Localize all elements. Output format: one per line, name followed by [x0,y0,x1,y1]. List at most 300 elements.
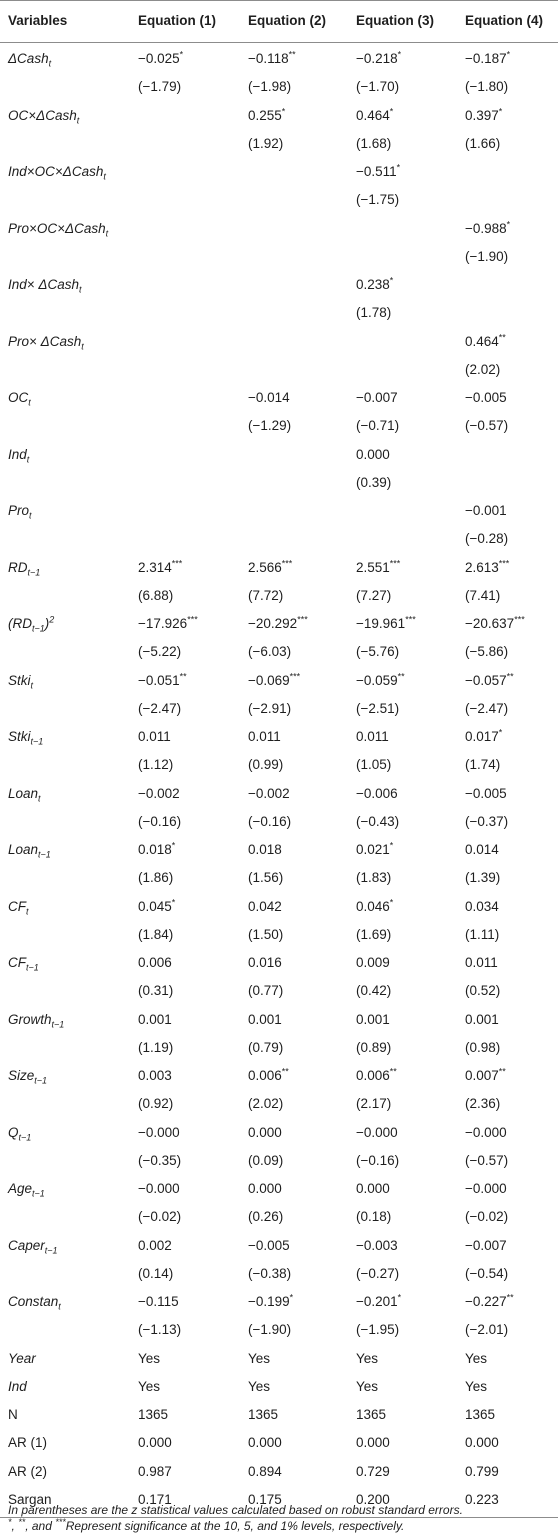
row-label-text: Ind [8,1378,27,1394]
row-label [8,554,40,582]
cell-equation-2 [248,1006,282,1034]
cell-value: −0.051 [138,672,180,688]
cell-value: (1.69) [356,926,392,942]
row-label [8,158,106,186]
note-line-1: In parentheses are the z statistical values calculated based on robust standard errors. [8,1503,463,1517]
row-label-subscript: t−1 [32,623,45,634]
table-row-stat [0,695,558,723]
cell-value: 0.000 [356,1181,390,1196]
cell-equation-4 [465,667,514,695]
table-row-stat [0,808,558,836]
cell-equation-3 [356,469,391,497]
cell-value: (0.26) [248,1209,284,1225]
row-label [8,949,39,977]
cell-equation-4 [465,243,508,271]
significance-stars: * [396,162,401,173]
cell-value: 0.001 [356,1011,390,1027]
table-row [0,158,558,186]
cell-equation-4 [465,780,507,808]
significance-stars: * [179,49,184,60]
cell-value: (−6.03) [248,644,292,660]
cell-equation-4 [465,1203,508,1231]
cell-value: 0.006 [248,1068,282,1083]
cell-value: 0.011 [465,955,498,970]
cell-value: (−0.43) [356,813,400,829]
cell-value: 1365 [465,1407,496,1422]
cell-equation-3 [356,1232,398,1260]
row-label-subscript: t [76,115,80,126]
cell-value: (−0.38) [248,1265,292,1281]
cell-equation-4 [465,1175,507,1203]
cell-equation-4 [465,215,510,243]
cell-equation-1 [138,1175,180,1203]
cell-value: Yes [248,1378,271,1394]
cell-value: 1365 [248,1407,279,1422]
cell-equation-1 [138,751,173,779]
row-label [8,836,51,864]
cell-value: 0.238 [356,277,390,292]
row-label-text: AR (1) [8,1435,48,1451]
table-row-stat [0,977,558,1005]
header-equation-4: Equation (4) [465,13,543,28]
table-row-stat [0,864,558,892]
cell-equation-3 [356,73,399,101]
cell-value: (−1.90) [465,248,509,264]
row-label [8,667,33,695]
cell-value: 2.613 [465,559,499,575]
cell-equation-1 [138,1345,160,1373]
cell-equation-1 [138,949,172,977]
cell-equation-2 [248,1429,282,1457]
cell-value: 0.042 [248,898,282,914]
cell-value: −0.057 [465,672,507,688]
table-notes [8,1502,553,1534]
cell-equation-1 [138,893,175,921]
cell-equation-2 [248,1119,282,1147]
cell-value: 1365 [356,1407,387,1422]
cell-value: −0.201 [356,1294,398,1309]
row-label [8,1429,47,1457]
cell-equation-4 [465,808,508,836]
cell-equation-4 [465,751,500,779]
cell-equation-4 [465,525,508,553]
cell-value: 0.175 [248,1491,282,1507]
cell-equation-1 [138,667,187,695]
table-row-stat [0,1034,558,1062]
cell-equation-3 [356,1175,390,1203]
significance-stars: * [397,1292,402,1303]
significance-stars: * [289,1292,294,1303]
cell-value: (−0.02) [465,1209,509,1225]
table-row-stat [0,525,558,553]
cell-equation-1 [138,1090,173,1118]
significance-stars: ** [389,1066,397,1077]
cell-value: (1.50) [248,926,284,942]
cell-equation-4 [465,723,502,751]
cell-value: (1.66) [465,135,501,151]
cell-value: (1.78) [356,305,392,321]
cell-equation-1 [138,780,180,808]
significance-stars: ** [498,1066,506,1077]
cell-equation-3 [356,1260,399,1288]
row-label-text: AR (2) [8,1463,48,1479]
cell-value: −0.227 [465,1294,507,1309]
cell-equation-3 [356,1288,401,1316]
cell-equation-2 [248,780,290,808]
row-label [8,780,41,808]
cell-value: (7.72) [248,587,284,603]
row-label-subscript: t [28,397,31,408]
cell-equation-1 [138,977,173,1005]
cell-value: (−5.86) [465,644,509,660]
cell-value: 0.799 [465,1463,499,1479]
significance-stars: * [171,897,176,907]
table-row [0,215,558,243]
table-row-stat [0,1090,558,1118]
cell-value: −0.002 [138,785,180,801]
row-label-subscript: t [26,906,29,917]
cell-equation-2 [248,808,291,836]
cell-equation-4 [465,977,500,1005]
cell-value: (1.56) [248,870,284,886]
cell-equation-3 [356,186,399,214]
row-label-subscript: t [29,510,32,521]
cell-value: −0.115 [138,1294,179,1309]
cell-value: (−2.01) [465,1322,509,1338]
row-label-subscript: t−1 [30,736,44,747]
note-star-1: * [8,1517,12,1527]
cell-value: 0.034 [465,898,499,914]
row-label-subscript: t [30,680,34,691]
table-row [0,497,558,525]
cell-value: (2.02) [465,361,501,377]
cell-value: −20.292 [248,616,298,631]
cell-value: 0.464 [356,107,390,123]
cell-value: 0.006 [138,955,172,970]
cell-value: −0.000 [465,1124,507,1140]
row-label [8,1458,47,1486]
cell-equation-3 [356,864,391,892]
cell-equation-2 [248,412,291,440]
note-line-2 [8,1518,553,1534]
cell-equation-1 [138,1203,181,1231]
cell-equation-4 [465,1429,499,1457]
significance-stars: ** [179,671,187,681]
row-label-subscript: t−1 [44,1245,58,1256]
cell-equation-4 [465,836,499,864]
row-label-text: Ind× ΔCash [8,277,79,292]
cell-equation-3 [356,695,399,723]
row-label [8,1119,31,1147]
cell-equation-4 [465,610,525,638]
cell-value: (0.14) [138,1265,174,1281]
cell-equation-3 [356,610,416,638]
cell-value: −0.006 [356,785,398,801]
cell-equation-3 [356,158,400,186]
table-row-stat [0,186,558,214]
cell-equation-3 [356,384,398,412]
cell-value: (6.88) [138,587,174,603]
cell-equation-1 [138,1062,172,1090]
cell-equation-2 [248,1401,278,1429]
cell-value: Yes [248,1350,271,1366]
cell-equation-3 [356,1034,391,1062]
cell-value: (−2.47) [138,700,182,716]
cell-equation-4 [465,73,508,101]
cell-value: −19.961 [356,616,406,631]
cell-value: (0.89) [356,1039,392,1055]
table-row [0,1458,558,1486]
cell-equation-1 [138,1147,181,1175]
cell-value: (−2.91) [248,700,292,716]
row-label-subscript: t [81,341,84,352]
cell-equation-1 [138,45,183,73]
cell-equation-3 [356,921,391,949]
cell-equation-4 [465,554,509,582]
row-label-subscript: t [58,1301,61,1312]
cell-equation-2 [248,977,283,1005]
table-row [0,780,558,808]
cell-value: −0.069 [248,672,290,688]
table-row [0,1232,558,1260]
cell-equation-2 [248,1458,282,1486]
row-label-text: OC [8,390,29,405]
cell-value: −0.003 [356,1237,398,1253]
cell-value: (−2.51) [356,700,400,716]
row-label-text: Q [8,1124,19,1140]
cell-equation-4 [465,328,506,356]
cell-value: −0.005 [465,390,507,405]
cell-equation-2 [248,130,283,158]
cell-value: (1.68) [356,135,392,151]
cell-value: −0.025 [138,51,180,66]
cell-value: (−0.54) [465,1265,509,1281]
row-label [8,328,84,356]
table-row [0,1373,558,1401]
cell-equation-4 [465,921,499,949]
row-label-text: Stki [8,672,31,688]
cell-value: (−2.47) [465,700,509,716]
cell-value: (1.83) [356,870,392,886]
row-label [8,893,29,921]
row-label-text: (RD [8,616,32,631]
header-equation-1: Equation (1) [138,13,216,28]
row-label [8,45,51,73]
cell-value: (−0.28) [465,531,509,547]
cell-equation-1 [138,1006,172,1034]
cell-value: (−0.71) [356,418,400,434]
table-row-stat [0,582,558,610]
table-row-stat [0,412,558,440]
cell-equation-1 [138,1288,179,1316]
row-label-text: CF [8,898,26,914]
note-star-2: ** [18,1517,26,1527]
cell-value: (1.19) [138,1039,174,1055]
table-row [0,271,558,299]
row-label [8,215,108,243]
cell-equation-1 [138,638,181,666]
cell-value: 0.002 [138,1237,172,1253]
cell-value: (1.92) [248,135,284,151]
table-row [0,1062,558,1090]
cell-value: −0.511 [356,164,397,179]
cell-equation-2 [248,610,308,638]
cell-equation-1 [138,1232,172,1260]
cell-value: 2.314 [138,559,172,575]
row-label [8,1175,45,1203]
cell-equation-3 [356,271,393,299]
significance-stars: ** [281,1066,289,1077]
cell-value: (−1.80) [465,79,509,95]
table-row-stat [0,751,558,779]
significance-stars: ** [397,671,405,681]
table-row [0,1401,558,1429]
cell-value: 0.011 [248,729,281,744]
table-row [0,384,558,412]
cell-equation-3 [356,723,389,751]
cell-equation-3 [356,1373,378,1401]
row-label [8,1232,58,1260]
cell-value: (−0.16) [138,813,182,829]
cell-value: 0.000 [248,1435,282,1451]
table-row-stat [0,243,558,271]
cell-equation-3 [356,1429,390,1457]
cell-equation-2 [248,1203,283,1231]
cell-equation-4 [465,864,500,892]
significance-stars: * [498,106,503,116]
cell-value: (0.42) [356,983,392,999]
cell-equation-1 [138,1119,180,1147]
cell-value: (−1.98) [248,79,292,95]
significance-stars: * [498,727,503,738]
cell-equation-3 [356,1090,391,1118]
cell-equation-4 [465,1034,500,1062]
row-label-subscript: t−1 [32,1188,45,1199]
cell-equation-2 [248,102,285,130]
cell-value: 0.016 [248,955,282,970]
cell-value: (2.02) [248,1096,284,1112]
cell-equation-2 [248,1373,270,1401]
cell-value: 0.014 [465,842,499,857]
cell-equation-2 [248,751,283,779]
cell-equation-4 [465,1373,487,1401]
significance-stars: *** [297,614,308,625]
table-row-stat [0,921,558,949]
cell-value: (−0.27) [356,1265,400,1281]
cell-value: (−0.16) [248,813,292,829]
cell-equation-4 [465,638,508,666]
table-row [0,723,558,751]
cell-equation-2 [248,1345,270,1373]
cell-equation-4 [465,949,498,977]
table-row [0,1429,558,1457]
cell-equation-2 [248,45,296,73]
cell-value: 0.255 [248,107,282,123]
cell-equation-3 [356,1119,398,1147]
significance-stars: * [389,106,394,116]
cell-value: (−1.79) [138,79,182,95]
cell-value: 0.007 [465,1068,499,1083]
cell-equation-3 [356,1401,386,1429]
significance-stars: * [389,275,394,286]
cell-value: −0.000 [356,1124,398,1140]
cell-value: 0.001 [465,1011,499,1027]
row-label [8,102,79,130]
row-label-subscript: t−1 [26,962,39,973]
cell-equation-2 [248,667,300,695]
cell-equation-4 [465,582,500,610]
cell-equation-1 [138,1316,181,1344]
cell-value: −0.000 [138,1181,180,1196]
cell-equation-1 [138,1458,172,1486]
row-label-text: Constan [8,1294,59,1309]
cell-value: Yes [356,1378,379,1394]
significance-stars: * [281,106,286,116]
table-row [0,1345,558,1373]
cell-value: (0.52) [465,983,501,999]
row-label-subscript: t−1 [51,1019,65,1030]
row-label-text: Growth [8,1011,52,1027]
table-row-stat [0,469,558,497]
cell-equation-2 [248,1034,283,1062]
cell-equation-4 [465,1401,495,1429]
cell-equation-3 [356,1006,390,1034]
row-label-text: Year [8,1350,36,1366]
cell-equation-3 [356,977,391,1005]
cell-equation-1 [138,695,181,723]
cell-value: (0.99) [248,757,284,773]
cell-value: (−1.75) [356,192,400,208]
row-label-text: Sargan [8,1491,52,1507]
cell-value: −0.007 [465,1237,507,1253]
table-row [0,836,558,864]
cell-equation-3 [356,1147,399,1175]
row-label [8,1006,64,1034]
cell-value: 0.011 [356,729,389,744]
row-label-text: N [8,1407,18,1422]
cell-equation-2 [248,384,290,412]
row-label [8,723,43,751]
row-label-text: Size [8,1068,35,1083]
cell-value: 0.171 [138,1491,172,1507]
cell-equation-2 [248,836,282,864]
row-label-text: Caper [8,1237,45,1253]
row-label-text: CF [8,955,26,970]
cell-value: (1.84) [138,926,174,942]
cell-value: 0.000 [356,446,390,462]
cell-value: (2.17) [356,1096,392,1112]
cell-value: 0.000 [248,1181,282,1196]
cell-equation-1 [138,554,182,582]
cell-equation-4 [465,102,502,130]
cell-value: (1.74) [465,757,501,773]
cell-value: 0.223 [465,1491,499,1507]
table-row [0,45,558,73]
cell-equation-2 [248,1062,289,1090]
row-label-text: RD [8,559,28,575]
cell-equation-2 [248,864,283,892]
cell-value: −0.001 [465,503,507,518]
cell-equation-1 [138,1429,172,1457]
cell-value: −0.187 [465,51,507,66]
cell-value: (−0.57) [465,1152,509,1168]
cell-value: 0.464 [465,333,499,349]
row-label-text: Loan [8,785,39,801]
cell-equation-3 [356,893,393,921]
cell-equation-1 [138,864,173,892]
table-row-stat [0,1260,558,1288]
cell-value: (0.92) [138,1096,174,1112]
